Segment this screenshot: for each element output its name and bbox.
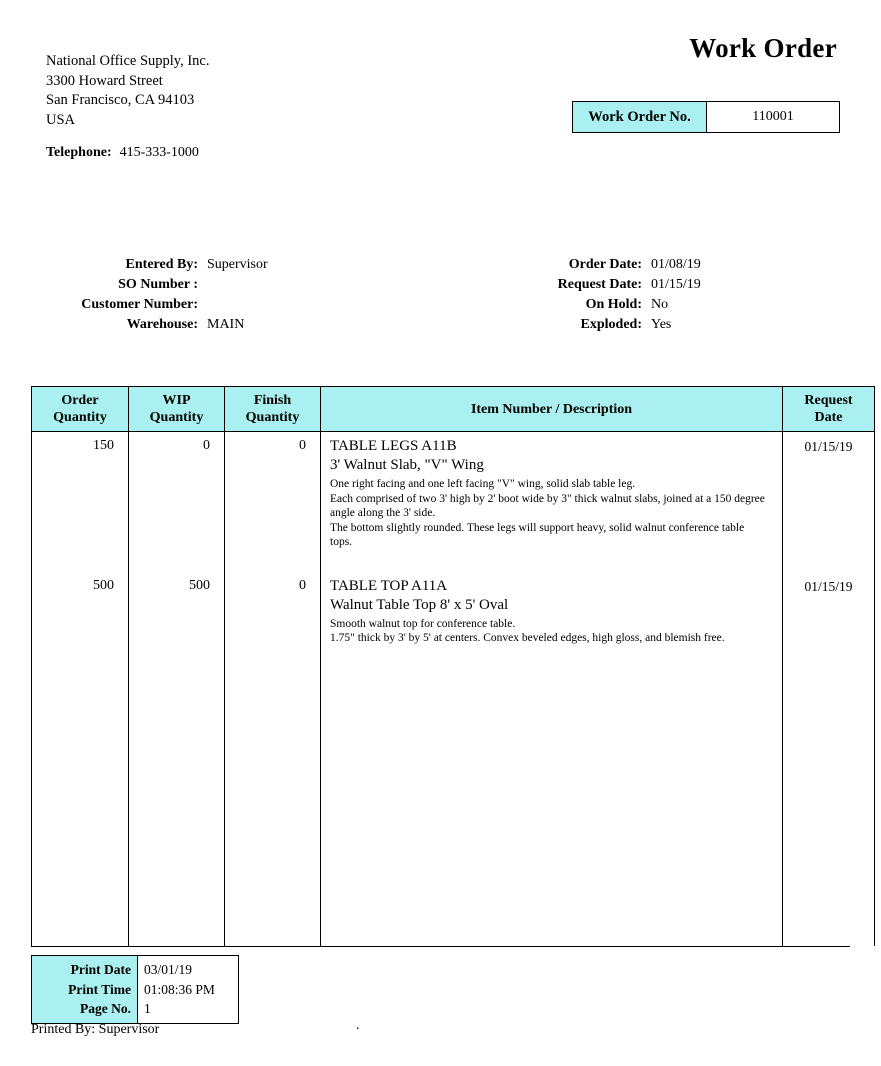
print-date-value: 03/01/19 [144, 962, 193, 977]
finish-quantity-value: 0 [299, 438, 306, 453]
cell-empty [783, 646, 875, 946]
company-street: 3300 Howard Street [46, 72, 163, 89]
printed-by-text: Printed By: Supervisor [31, 1022, 160, 1037]
table-header-row [32, 387, 875, 432]
column-header-finish-quantity [225, 387, 321, 432]
company-address-block [46, 52, 210, 130]
print-info-box [31, 955, 239, 1024]
finish-quantity-header-line2: Quantity [245, 410, 300, 425]
order-quantity-header-line1: Order [61, 393, 99, 408]
company-city-state-zip: San Francisco, CA 94103 [46, 92, 195, 108]
print-info-labels [32, 956, 138, 1023]
on-hold-label: On Hold: [585, 297, 642, 312]
cell-item-description [321, 432, 783, 550]
page-no-value: 1 [144, 1001, 151, 1016]
customer-number-label: Customer Number: [81, 297, 198, 312]
company-name: National Office Supply, Inc. [46, 53, 210, 69]
work-order-number-label: Work Order No. [573, 102, 707, 132]
order-quantity-value: 150 [93, 438, 114, 453]
meta-row-entered-by [60, 255, 268, 275]
cell-order-quantity [32, 432, 129, 550]
row-spacer [32, 550, 128, 572]
item-detail-block [330, 617, 776, 646]
cell-empty [129, 646, 225, 946]
row-spacer [225, 550, 320, 572]
meta-row-order-date [480, 255, 701, 275]
column-header-order-quantity [32, 387, 129, 432]
item-detail-line: angle along the 3' side. [330, 507, 436, 519]
request-date-header-line1: Request [804, 393, 853, 408]
work-order-lines-table [31, 386, 875, 946]
wip-quantity-header-line1: WIP [162, 393, 191, 408]
exploded-value: Yes [651, 317, 672, 332]
cell-empty [225, 646, 321, 946]
item-detail-line: The bottom slightly rounded. These legs will support heavy, solid walnut conference table [330, 521, 745, 534]
row-spacer [321, 550, 782, 572]
item-title: 3' Walnut Slab, "V" Wing [330, 457, 484, 473]
order-quantity-header-line2: Quantity [53, 410, 107, 425]
meta-right-group [480, 255, 701, 335]
order-date-value: 01/08/19 [651, 257, 701, 272]
order-quantity-value: 500 [93, 577, 114, 593]
table-empty-fill-row [32, 646, 875, 946]
row-request-date: 01/15/19 [804, 578, 853, 594]
telephone-label: Telephone: [46, 145, 112, 160]
company-country: USA [46, 111, 76, 128]
warehouse-value: MAIN [207, 317, 245, 332]
cell-wip-quantity [129, 550, 225, 646]
table-row [32, 550, 875, 646]
column-header-request-date [783, 387, 875, 432]
item-description-header: Item Number / Description [470, 401, 633, 417]
wip-quantity-value: 500 [189, 577, 210, 593]
item-title: Walnut Table Top 8' x 5' Oval [330, 596, 509, 613]
cell-order-quantity [32, 550, 129, 646]
print-time-value: 01:08:36 PM [144, 981, 215, 997]
page-no-label: Page No. [80, 1001, 131, 1016]
request-date-header-line2: Date [814, 410, 843, 425]
cell-finish-quantity [225, 550, 321, 646]
so-number-label: SO Number : [118, 277, 198, 292]
meta-row-so-number [60, 275, 268, 295]
cell-empty [321, 646, 783, 946]
request-date-value: 01/15/19 [651, 277, 701, 292]
item-detail-line: Smooth walnut top for conference table. [330, 617, 516, 630]
column-header-wip-quantity [129, 387, 225, 432]
table-row [32, 432, 875, 550]
table-bottom-border [31, 946, 850, 947]
exploded-label: Exploded: [580, 317, 642, 332]
cell-wip-quantity [129, 432, 225, 550]
item-detail-line: Each comprised of two 3' high by 2' boot wide by 3" thick walnut slabs, joined at a 150 degree [330, 492, 765, 505]
cell-request-date [783, 432, 875, 550]
row-spacer [129, 550, 224, 572]
meta-row-customer-number [60, 295, 268, 315]
print-info-values [138, 956, 238, 1023]
cell-request-date [783, 550, 875, 646]
finish-quantity-header-line1: Finish [253, 393, 292, 408]
warehouse-label: Warehouse: [126, 317, 198, 332]
page-title: Work Order [689, 33, 837, 63]
row-request-date: 01/15/19 [804, 439, 853, 454]
order-date-label: Order Date: [568, 257, 642, 272]
column-header-item-description [321, 387, 783, 432]
row-spacer [783, 550, 874, 572]
print-time-label: Print Time [68, 981, 131, 997]
wip-quantity-header-line2: Quantity [149, 410, 204, 425]
work-order-number-box [572, 101, 840, 133]
footer-dot: . [356, 1018, 360, 1033]
meta-row-on-hold [480, 295, 701, 315]
cell-item-description [321, 550, 783, 646]
telephone-value: 415-333-1000 [119, 145, 199, 160]
meta-row-warehouse [60, 315, 268, 335]
item-detail-line: tops. [330, 536, 353, 548]
entered-by-label: Entered By: [125, 257, 198, 272]
item-detail-line: 1.75" thick by 3' by 5' at centers. Convex beveled edges, high gloss, and blemish free. [330, 632, 725, 644]
request-date-label: Request Date: [557, 277, 642, 292]
work-order-number-value: 110001 [707, 102, 839, 132]
print-date-label: Print Date [70, 962, 131, 977]
cell-empty [32, 646, 129, 946]
meta-left-group [60, 255, 268, 335]
item-detail-line: One right facing and one left facing "V" wing, solid slab table leg. [330, 478, 636, 490]
telephone-block [46, 143, 199, 162]
wip-quantity-value: 0 [203, 438, 210, 453]
cell-finish-quantity [225, 432, 321, 550]
entered-by-value: Supervisor [207, 257, 268, 272]
on-hold-value: No [651, 297, 669, 312]
item-detail-block [330, 477, 776, 550]
item-number: TABLE TOP A11A [330, 577, 448, 594]
meta-row-request-date [480, 275, 701, 295]
meta-row-exploded [480, 315, 701, 335]
finish-quantity-value: 0 [299, 577, 306, 593]
item-number: TABLE LEGS A11B [330, 438, 457, 454]
